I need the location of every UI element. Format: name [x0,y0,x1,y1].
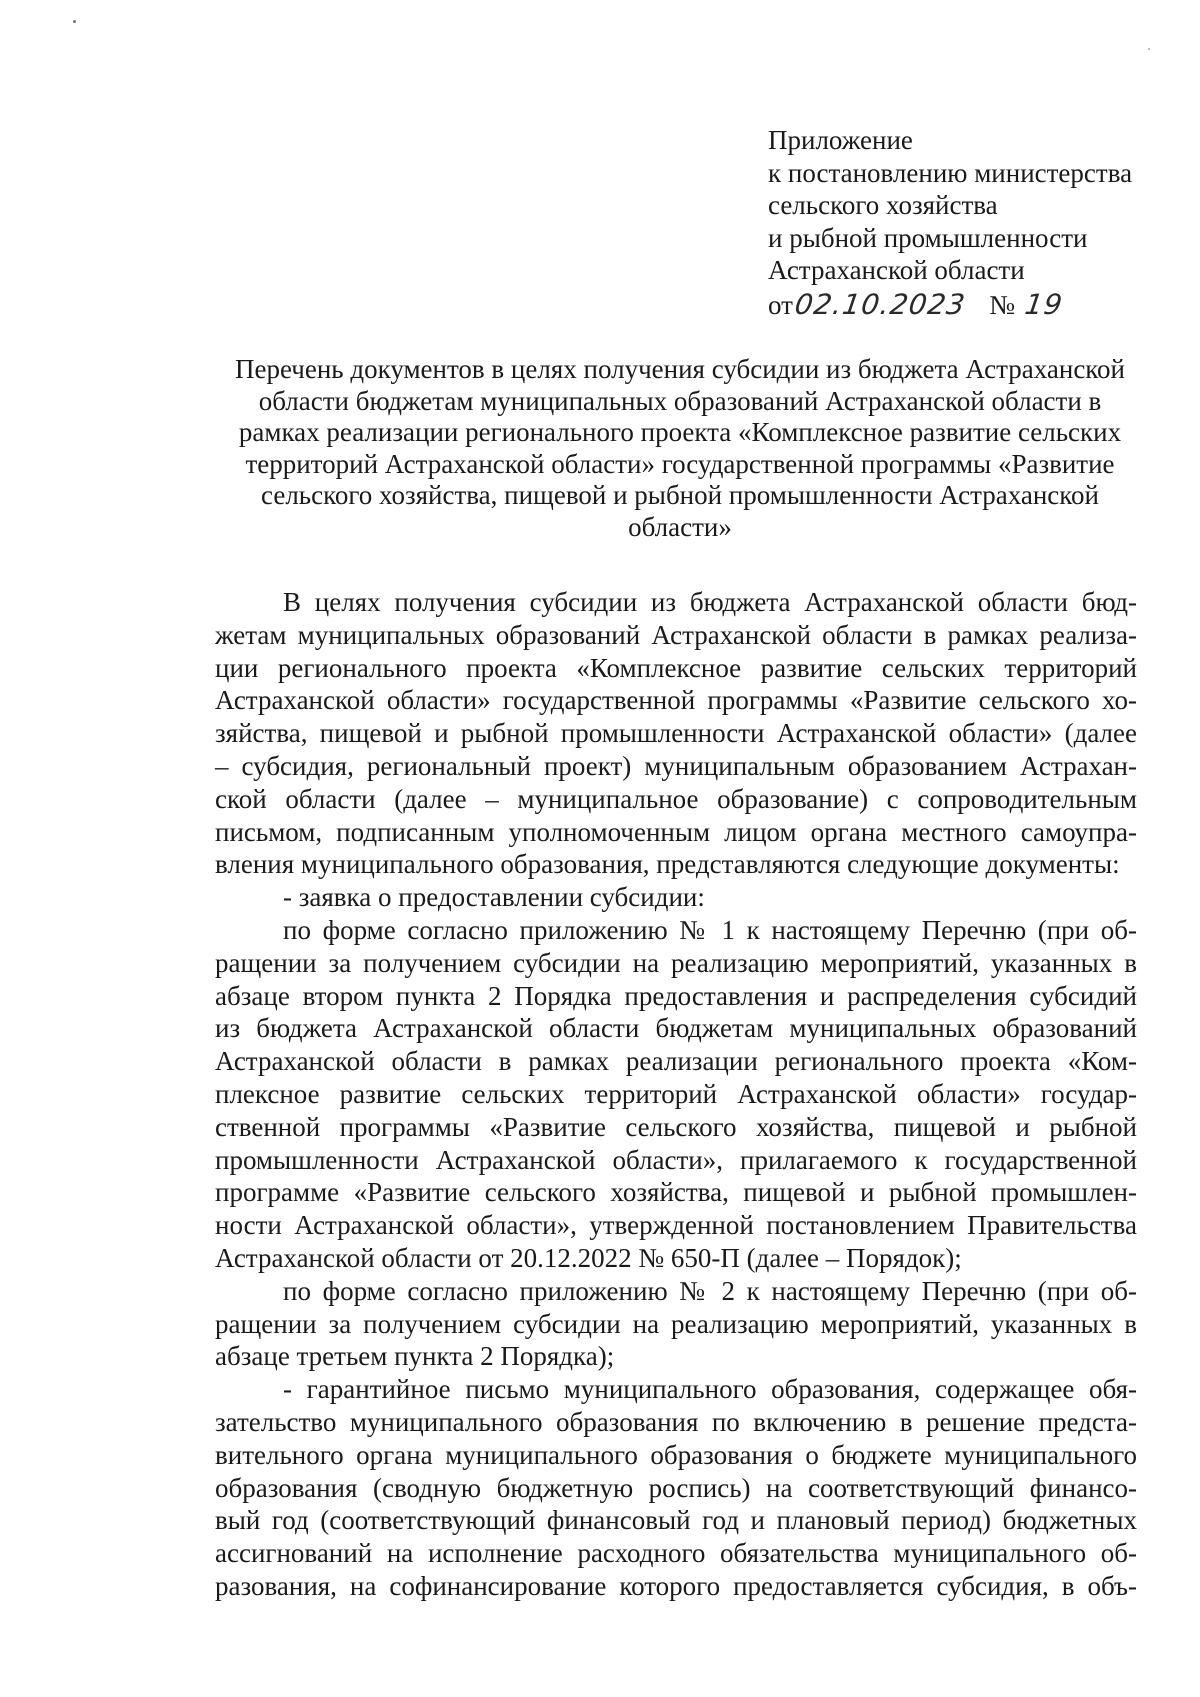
date-prefix: от [768,289,793,320]
body-line: Астраханской области» государственной программы «Развитие сельского хо- [215,685,1137,716]
body-line: ции регионального проекта «Комплексное развитие сельских территорий [215,652,1137,683]
body-line: ращении за получением субсидии на реализацию мероприятий, указанных в [215,947,1137,978]
body-line: зяйства, пищевой и рыбной промышленности Астраханской области» (далее [215,718,1137,749]
body-line: жетам муниципальных образований Астраханской области в рамках реализа- [215,619,1137,650]
body-line: по форме согласно приложению № 1 к настоящему Перечню (при об- [283,914,1137,945]
body-line: ращении за получением субсидии на реализацию мероприятий, указанных в [215,1308,1137,1339]
document-body [215,586,1137,1603]
body-line: разования, на софинансирование которого предоставляется субсидия, в объ- [215,1570,1137,1601]
body-line: зательство муниципального образования по включению в решение предста- [215,1406,1137,1437]
body-line: абзаце третьем пункта 2 Порядка); [215,1341,615,1372]
body-line: абзаце втором пункта 2 Порядка предоставления и распределения субсидий [215,980,1137,1011]
handwritten-date: 02.10.2023 [792,287,968,321]
title-line: рамках реализации регионального проекта «Комплексное развитие сельских [238,417,1122,447]
appendix-line: Астраханской области [768,255,1025,285]
body-line: вления муниципального образования, представляются следующие документы: [215,849,1120,880]
body-line: – субсидия, региональный проект) муниципальным образованием Астрахан- [215,750,1137,781]
body-line: Астраханской области в рамках реализации регионального проекта «Ком- [215,1046,1137,1077]
title-line: Перечень документов в целях получения субсидии из бюджета Астраханской [234,354,1125,384]
body-line: плексное развитие сельских территорий Астраханской области» государ- [215,1078,1137,1109]
body-line: ственной программы «Развитие сельского хозяйства, пищевой и рыбной [215,1111,1137,1142]
body-line: ассигнований на исполнение расходного обязательства муниципального об- [215,1538,1137,1569]
appendix-line: сельского хозяйства [768,190,998,220]
appendix-line: и рыбной промышленности [768,222,1088,253]
body-line: программе «Развитие сельского хозяйства, пищевой и рыбной промышлен- [215,1177,1137,1208]
document-title [200,354,1160,543]
body-line: вительного органа муниципального образования о бюджете муниципального [215,1439,1137,1470]
appendix-line: к постановлению министерства [768,157,1133,188]
appendix-header [768,124,1188,321]
body-line: образования (сводную бюджетную роспись) на соответствующий финансо- [215,1472,1137,1503]
body-line: - заявка о предоставлении субсидии: [283,882,705,913]
scan-speck [73,20,76,23]
number-sign: № [989,289,1016,320]
appendix-line: Приложение [768,125,913,155]
body-line: письмом, подписанным уполномоченным лицом органа местного самоупра- [215,816,1137,847]
body-line: по форме согласно приложению № 2 к настоящему Перечню (при об- [283,1275,1137,1306]
body-line: - гарантийное письмо муниципального образования, содержащее обя- [283,1374,1137,1405]
title-line: территорий Астраханской области» государственной программы «Развитие [245,448,1115,479]
scan-speck [1148,48,1150,50]
body-line: ности Астраханской области», утвержденной постановлением Правительства [215,1210,1137,1241]
title-line: области» [628,511,732,542]
appendix-date-line [768,289,1188,322]
title-line: сельского хозяйства, пищевой и рыбной промышленности Астраханской [261,480,1099,510]
body-line: из бюджета Астраханской области бюджетам муниципальных образований [215,1013,1137,1044]
title-line: области бюджетам муниципальных образований Астраханской области в [258,385,1102,416]
body-line: вый год (соответствующий финансовый год и плановый период) бюджетных [215,1505,1137,1536]
body-line: Астраханской области от 20.12.2022 № 650-П (далее – Порядок); [215,1242,962,1273]
handwritten-number: 19 [1022,287,1066,321]
body-line: В целях получения субсидии из бюджета Астраханской области бюд- [283,587,1137,617]
body-line: промышленности Астраханской области», прилагаемого к государственной [215,1144,1137,1175]
body-line: ской области (далее – муниципальное образование) с сопроводительным [215,783,1137,814]
